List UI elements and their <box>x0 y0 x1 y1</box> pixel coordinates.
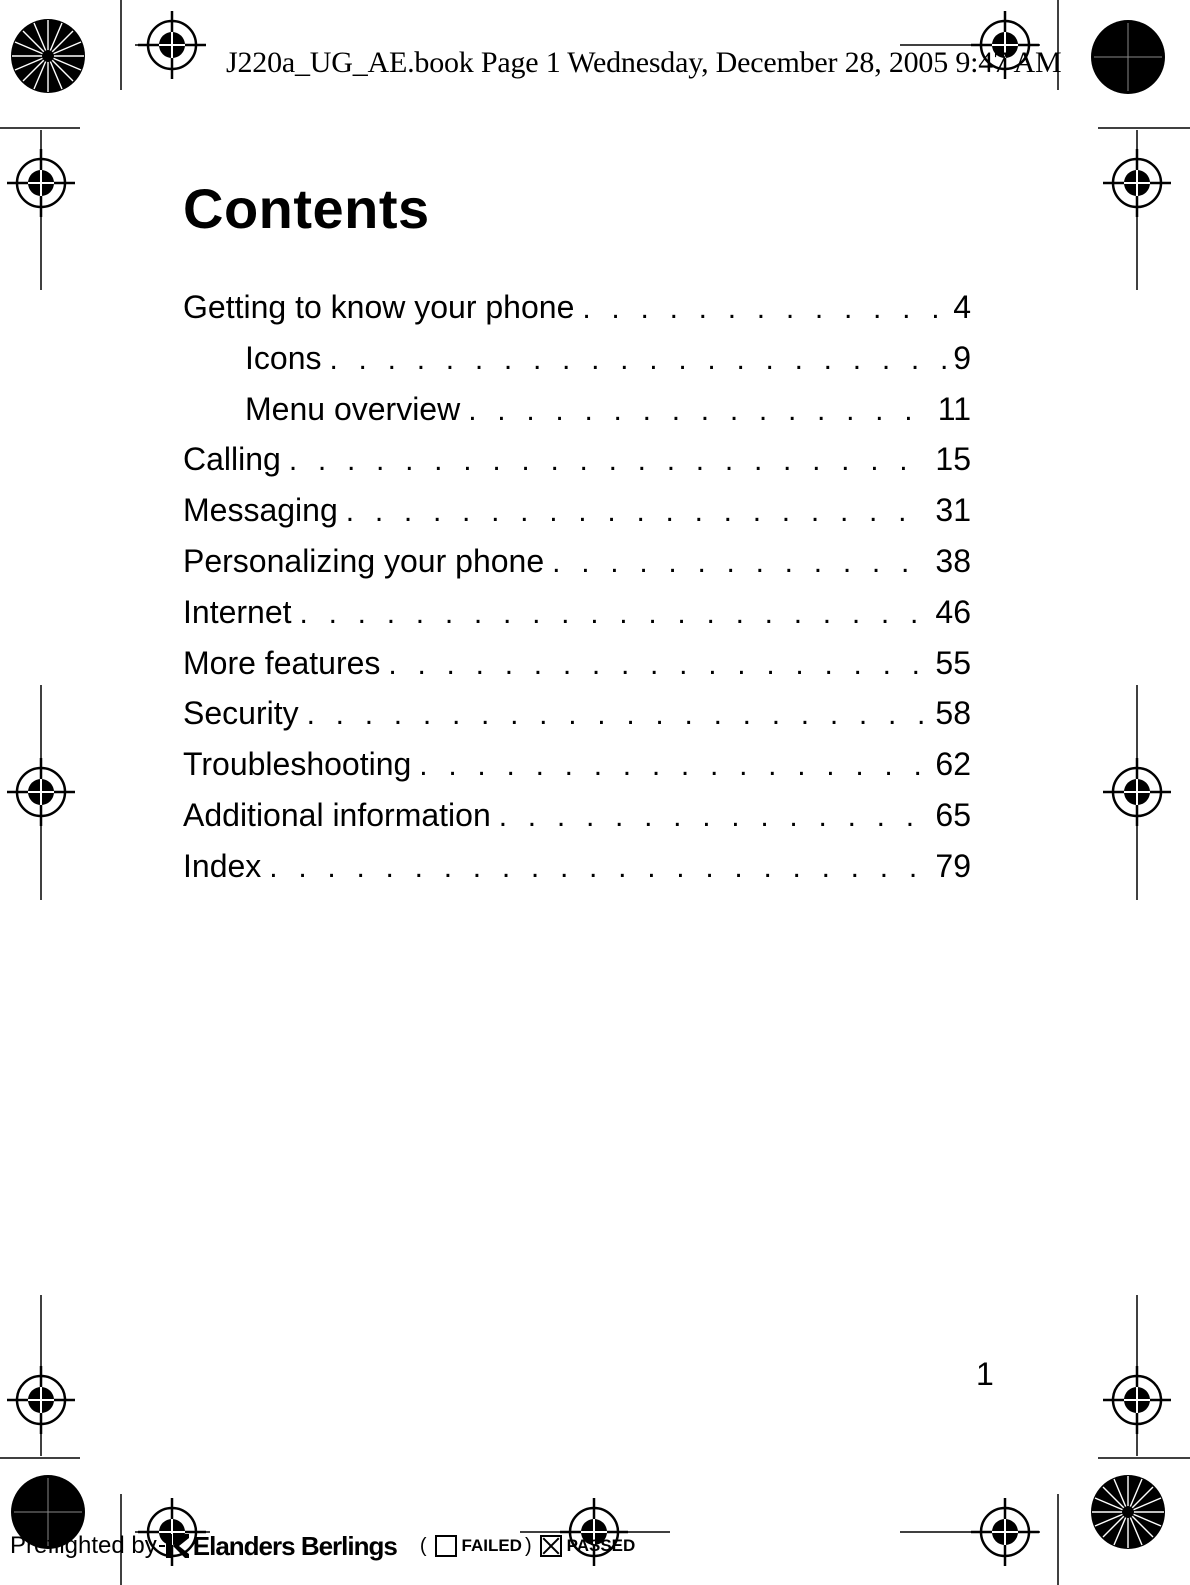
corner-starburst-mark <box>1091 1475 1165 1549</box>
toc-leader-dots <box>307 694 930 736</box>
toc-leader-dots <box>499 796 930 838</box>
toc-entry-label: Additional information <box>183 796 491 833</box>
company-name: Elanders Berlings <box>192 1530 397 1561</box>
preflight-label: Preflighted by <box>10 1532 157 1559</box>
toc-entry-label: Icons <box>245 339 322 376</box>
toc-entry[interactable] <box>183 692 971 743</box>
toc-leader-dots <box>419 745 929 787</box>
toc-entry-label: More features <box>183 644 381 681</box>
toc-leader-dots <box>552 542 929 584</box>
toc-entry-page: 79 <box>935 847 971 884</box>
passed-checkbox <box>540 1535 562 1557</box>
corner-solid-mark <box>1091 20 1165 94</box>
preflight-status: ( FAILED ) PASSED <box>419 1534 636 1557</box>
toc-entry-page: 55 <box>935 644 971 681</box>
toc-entry-page: 31 <box>935 492 971 529</box>
toc-entry-label: Getting to know your phone <box>183 289 575 325</box>
table-of-contents <box>183 286 971 896</box>
toc-entry-label: Messaging <box>183 492 338 529</box>
toc-leader-dots <box>269 847 929 889</box>
toc-entry-page: 11 <box>937 390 971 427</box>
elanders-logo-icon <box>159 1532 189 1560</box>
page-number: 1 <box>976 1356 994 1392</box>
failed-checkbox <box>435 1535 457 1557</box>
book-slug-header: J220a_UG_AE.book Page 1 Wednesday, December 28, 2005 9:47 AM <box>226 46 1062 79</box>
toc-leader-dots <box>300 593 930 635</box>
toc-entry[interactable] <box>183 591 971 642</box>
toc-leader-dots <box>329 339 947 381</box>
toc-entry-label: Personalizing your phone <box>183 542 545 579</box>
toc-leader-dots <box>468 390 932 432</box>
toc-entry-label: Calling <box>183 441 281 478</box>
failed-label: FAILED <box>461 1536 522 1555</box>
passed-label: PASSED <box>566 1536 636 1555</box>
toc-entry-label: Menu overview <box>245 390 461 427</box>
toc-entry-label: Internet <box>183 593 292 630</box>
corner-starburst-mark <box>11 19 85 93</box>
toc-entry[interactable] <box>183 337 971 388</box>
toc-entry[interactable] <box>183 438 971 489</box>
toc-entry[interactable] <box>183 286 971 337</box>
preflight-footer <box>10 1526 635 1566</box>
toc-entry-page: 9 <box>953 339 971 376</box>
toc-entry[interactable] <box>183 388 971 439</box>
toc-entry[interactable] <box>183 794 971 845</box>
toc-leader-dots <box>289 440 930 482</box>
toc-entry-page: 58 <box>935 695 971 732</box>
toc-entry-label: Security <box>183 695 299 732</box>
toc-entry-page: 38 <box>935 542 971 579</box>
toc-entry-label: Index <box>183 847 262 884</box>
toc-entry[interactable] <box>183 489 971 540</box>
toc-entry-page: 65 <box>935 796 971 833</box>
toc-leader-dots <box>582 288 947 330</box>
toc-entry[interactable] <box>183 540 971 591</box>
toc-entry-page: 62 <box>935 746 971 783</box>
toc-leader-dots <box>346 491 930 533</box>
toc-leader-dots <box>388 644 929 686</box>
toc-entry[interactable] <box>183 743 971 794</box>
toc-entry-page: 46 <box>935 593 971 630</box>
toc-entry-label: Troubleshooting <box>183 746 412 783</box>
toc-entry-page: 4 <box>953 289 971 325</box>
toc-entry[interactable] <box>183 845 971 896</box>
toc-entry[interactable] <box>183 642 971 693</box>
elanders-logo <box>159 1531 397 1562</box>
toc-entry-page: 15 <box>935 441 971 478</box>
page-title: Contents <box>183 177 430 240</box>
